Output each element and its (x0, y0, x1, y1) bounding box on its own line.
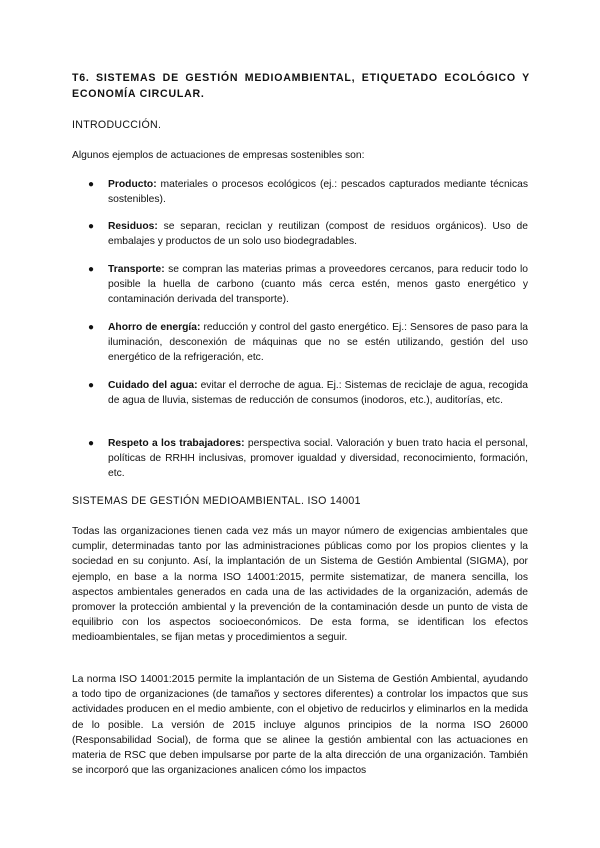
list-item (88, 320, 528, 366)
list-item (88, 177, 528, 207)
bullet-text: materiales o procesos ecológicos (ej.: pescados capturados mediante técnicas sostenibles). (108, 179, 528, 206)
bullet-term: Respeto a los trabajadores: (108, 438, 245, 449)
bullet-text: se compran las materias primas a proveedores cercanos, para reducir todo lo posible la huella de carbono (cuanto más cerca estén, menos gasto energético y contaminación derivada del transporte). (108, 264, 528, 306)
bullet-icon: ● (88, 438, 95, 449)
bullet-text: perspectiva social. Valoración y buen trato hacia el personal, políticas de RRHH inclusivas, promover igualdad y diversidad, reconocimiento, formación, etc. (108, 438, 528, 480)
list-item (88, 262, 528, 308)
intro-text: Algunos ejemplos de actuaciones de empresas sostenibles son: (72, 150, 365, 161)
iso-paragraph-2: La norma ISO 14001:2015 permite la implantación de un Sistema de Gestión Ambiental, ayudando a todo tipo de organizaciones (de tamaños y sectores diferentes) a controlar los impactos que sus actividades producen en el medio ambiente, con el objetivo de reducirlos y eliminarlos en la medida de lo posible. La versión de 2015 incluye algunos principios de la norma ISO 26000 (Responsabilidad Social), de forma que se alinee la gestión ambiental con las actuaciones en materia de RSC que deben impulsarse por parte de la alta dirección de una organización. También se incorporó que las organizaciones analicen cómo los impactos (72, 674, 528, 777)
bullet-term: Cuidado del agua: (108, 380, 198, 391)
bullet-text: reducción y control del gasto energético. Ej.: Sensores de paso para la iluminación, desconexión de máquinas que no se estén utilizando, gestión del uso energético de la refrigeración, etc. (108, 322, 528, 364)
list-item (88, 219, 528, 249)
iso-paragraph-1: Todas las organizaciones tienen cada vez más un mayor número de exigencias ambientales que cumplir, determinadas tanto por las administraciones públicas como por los propios clientes y la sociedad en su conjunto. Así, la implantación de un Sistema de Gestión Ambiental (SIGMA), por ejemplo, en base a la norma ISO 14001:2015, permite sistematizar, de manera sencilla, los aspectos ambientales generados en cada una de las actividades de la organización, además de promover la protección ambiental y la prevención de la contaminación desde un punto de vista de equilibrio con los aspectos socioeconómicos. De esta forma, se identifican los efectos medioambientales, se fijan metas y procedimientos a seguir. (72, 526, 528, 644)
section-heading-iso: SISTEMAS DE GESTIÓN MEDIOAMBIENTAL. ISO 14001 (72, 495, 361, 507)
bullet-text: evitar el derroche de agua. Ej.: Sistemas de reciclaje de agua, recogida de agua de lluvia, sistemas de reducción de consumos (inodoros, etc.), auditorías, etc. (108, 380, 528, 407)
bullet-term: Residuos: (108, 221, 158, 232)
list-item (88, 436, 528, 482)
bullet-icon: ● (88, 179, 95, 190)
bullet-term: Producto: (108, 179, 157, 190)
bullet-text: se separan, reciclan y reutilizan (compost de residuos orgánicos). Uso de embalajes y productos de un solo uso biodegradables. (108, 221, 528, 248)
list-item (88, 378, 528, 408)
bullet-term: Transporte: (108, 264, 165, 275)
intro-heading: INTRODUCCIÓN. (72, 119, 162, 131)
bullet-icon: ● (88, 264, 95, 275)
bullet-icon: ● (88, 322, 95, 333)
bullet-term: Ahorro de energía: (108, 322, 201, 333)
document-title: T6. SISTEMAS DE GESTIÓN MEDIOAMBIENTAL, ETIQUETADO ECOLÓGICO Y ECONOMÍA CIRCULAR. (72, 72, 530, 100)
bullet-icon: ● (88, 380, 95, 391)
bullet-icon: ● (88, 221, 95, 232)
